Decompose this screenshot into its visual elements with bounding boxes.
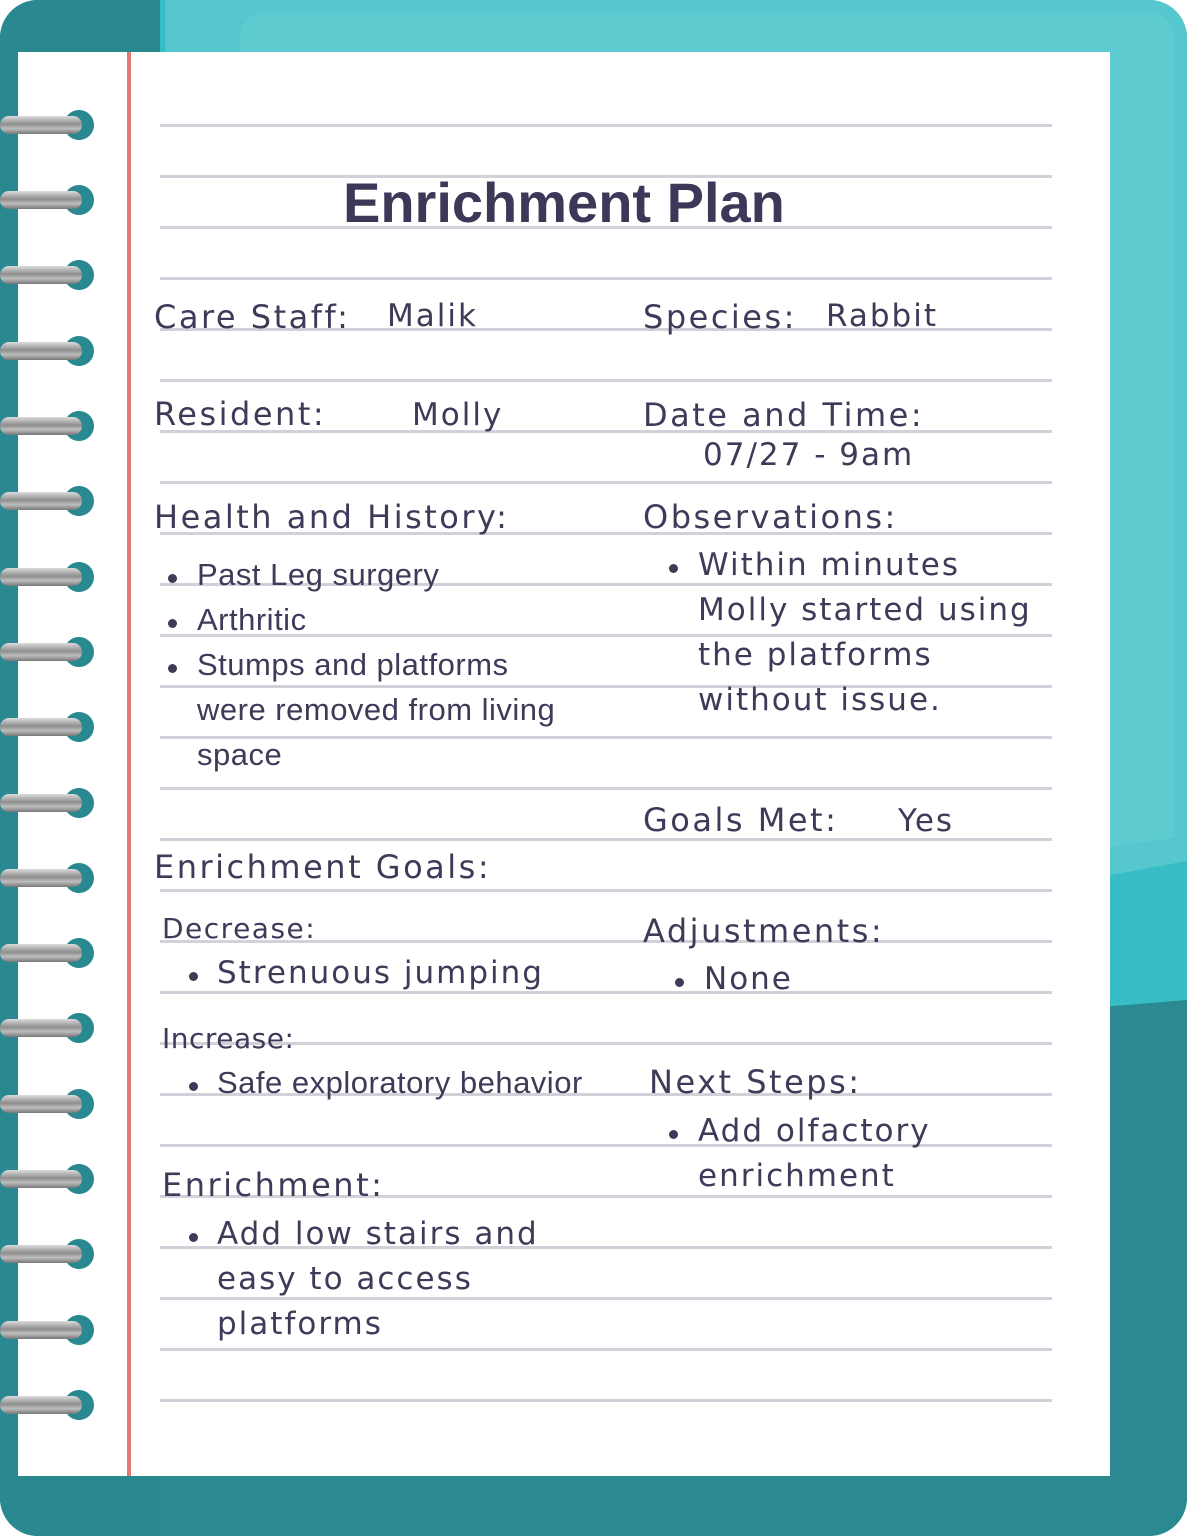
health-item: Past Leg surgery: [197, 557, 440, 592]
ruled-line: [160, 787, 1052, 790]
spiral-ring: [0, 1013, 96, 1041]
bullet: [669, 1130, 678, 1139]
ruled-line: [160, 1297, 1052, 1300]
spiral-ring: [0, 260, 96, 288]
ruled-line: [160, 124, 1052, 127]
ruled-line: [160, 481, 1052, 484]
spiral-ring: [0, 863, 96, 891]
health-item-continued: space: [197, 737, 283, 772]
species-value: Rabbit: [826, 298, 938, 334]
care-staff-value: Malik: [387, 298, 478, 334]
observation-line: the platforms: [698, 637, 933, 673]
spiral-ring: [0, 185, 96, 213]
observations-label: Observations:: [643, 498, 898, 536]
page-title: Enrichment Plan: [343, 171, 785, 234]
increase-label: Increase:: [162, 1022, 295, 1055]
spiral-ring: [0, 411, 96, 439]
health-item: Arthritic: [197, 602, 307, 637]
margin-line: [127, 52, 131, 1476]
spiral-ring: [0, 712, 96, 740]
spiral-ring: [0, 788, 96, 816]
ruled-line: [160, 1399, 1052, 1402]
bullet: [675, 978, 684, 987]
spiral-ring: [0, 486, 96, 514]
enrichment-line: easy to access: [217, 1261, 473, 1297]
bullet: [168, 574, 177, 583]
spiral-ring: [0, 1089, 96, 1117]
next-steps-line: Add olfactory: [698, 1113, 931, 1149]
next-steps-line: enrichment: [698, 1158, 896, 1194]
notebook-page: [18, 52, 1110, 1476]
enrichment-goals-label: Enrichment Goals:: [154, 848, 492, 886]
spiral-ring: [0, 938, 96, 966]
bullet: [669, 564, 678, 573]
ruled-line: [160, 991, 1052, 994]
decrease-label: Decrease:: [162, 912, 317, 945]
resident-label: Resident:: [154, 395, 327, 433]
spiral-ring: [0, 637, 96, 665]
ruled-line: [160, 736, 1052, 739]
increase-item: Safe exploratory behavior: [217, 1065, 583, 1100]
care-staff-label: Care Staff:: [154, 298, 351, 336]
spiral-ring: [0, 1315, 96, 1343]
bullet: [168, 619, 177, 628]
enrichment-label: Enrichment:: [162, 1166, 385, 1204]
enrichment-line: Add low stairs and: [217, 1216, 539, 1252]
spiral-ring: [0, 110, 96, 138]
ruled-line: [160, 277, 1052, 280]
date-time-label: Date and Time:: [643, 396, 925, 434]
goals-met-label: Goals Met:: [643, 801, 839, 839]
spiral-ring: [0, 1390, 96, 1418]
adjustments-label: Adjustments:: [643, 912, 885, 950]
health-history-label: Health and History:: [154, 498, 510, 536]
ruled-line: [160, 1348, 1052, 1351]
decrease-item: Strenuous jumping: [217, 955, 544, 991]
ruled-line: [160, 379, 1052, 382]
observation-line: without issue.: [698, 682, 942, 718]
species-label: Species:: [643, 298, 797, 336]
date-time-value: 07/27 - 9am: [703, 437, 915, 473]
adjustments-item: None: [704, 961, 793, 997]
health-item: Stumps and platforms: [197, 647, 509, 682]
bullet: [189, 972, 198, 981]
enrichment-line: platforms: [217, 1306, 383, 1342]
spiral-ring: [0, 336, 96, 364]
resident-value: Molly: [412, 397, 504, 433]
goals-met-value: Yes: [898, 803, 955, 839]
bullet: [189, 1233, 198, 1242]
health-item-continued: were removed from living: [197, 692, 556, 727]
next-steps-label: Next Steps:: [649, 1063, 862, 1101]
spiral-ring: [0, 1239, 96, 1267]
bullet: [168, 664, 177, 673]
observation-line: Within minutes: [698, 547, 960, 583]
observation-line: Molly started using: [698, 592, 1032, 628]
spiral-ring: [0, 1164, 96, 1192]
spiral-ring: [0, 562, 96, 590]
bullet: [189, 1082, 198, 1091]
ruled-line: [160, 889, 1052, 892]
